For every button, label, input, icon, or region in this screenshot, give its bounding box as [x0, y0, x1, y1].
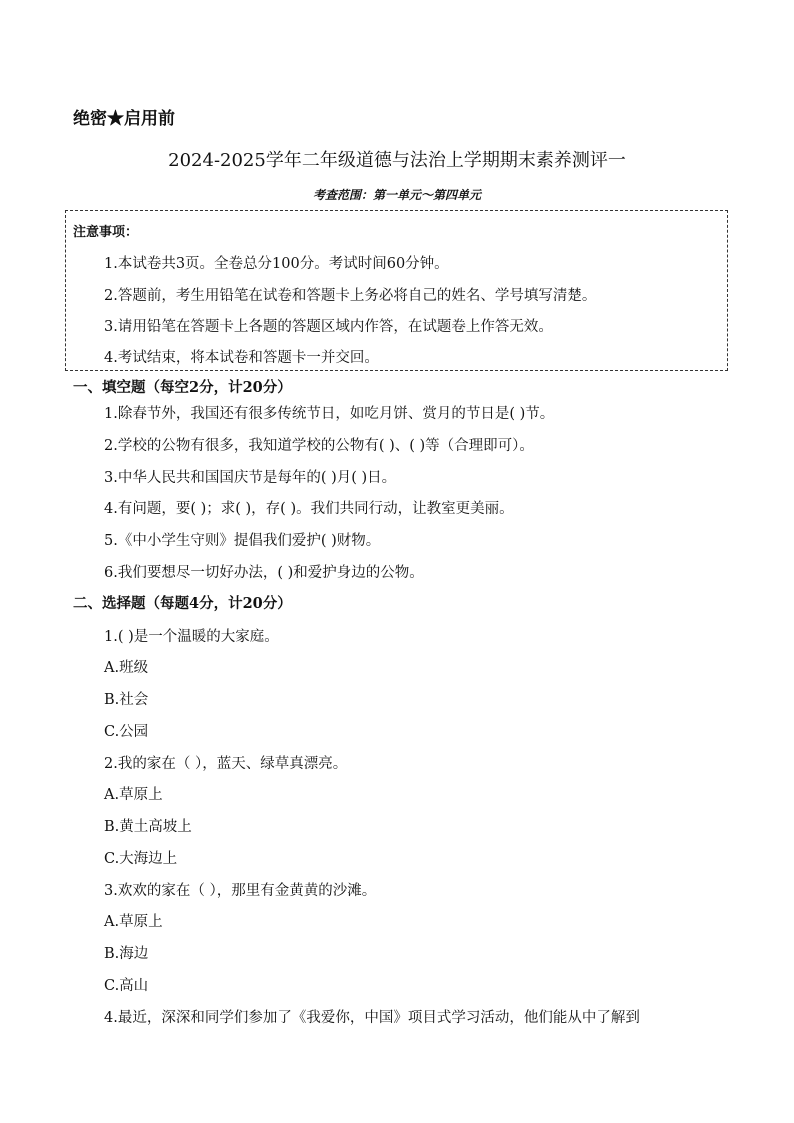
- notice-item: 1.本试卷共3页。全卷总分100分。考试时间60分钟。: [104, 256, 449, 272]
- option: A.草原上: [104, 914, 163, 930]
- question: 6.我们要想尽一切好办法，( )和爱护身边的公物。: [104, 565, 424, 581]
- option: B.海边: [104, 946, 149, 962]
- confidential-label: 绝密★启用前: [73, 109, 175, 129]
- option: A.草原上: [104, 787, 163, 803]
- question: 2.学校的公物有很多，我知道学校的公物有( )、( )等（合理即可）。: [104, 438, 534, 454]
- question: 3.中华人民共和国国庆节是每年的( )月( )日。: [104, 470, 397, 486]
- section-heading-choice: 二、选择题（每题4分，计20分）: [73, 595, 292, 612]
- question: 1.除春节外，我国还有很多传统节日，如吃月饼、赏月的节日是( )节。: [104, 406, 555, 422]
- option: B.社会: [104, 692, 149, 708]
- option: C.高山: [104, 978, 149, 994]
- option: A.班级: [104, 660, 149, 676]
- notice-item: 2.答题前，考生用铅笔在试卷和答题卡上务必将自己的姓名、学号填写清楚。: [104, 288, 597, 304]
- option: C.公园: [104, 724, 149, 740]
- notice-item: 3.请用铅笔在答题卡上各题的答题区域内作答，在试题卷上作答无效。: [104, 319, 553, 335]
- question: 2.我的家在（ ），蓝天、绿草真漂亮。: [104, 756, 348, 772]
- question: 5.《中小学生守则》提倡我们爱护( )财物。: [104, 533, 381, 549]
- notice-item: 4.考试结束，将本试卷和答题卡一并交回。: [104, 350, 379, 366]
- question: 1.( )是一个温暖的大家庭。: [104, 629, 279, 645]
- exam-title: 2024-2025学年二年级道德与法治上学期期末素养测评一: [168, 150, 626, 171]
- section-heading-fill-in: 一、填空题（每空2分，计20分）: [73, 379, 292, 396]
- option: C.大海边上: [104, 851, 178, 867]
- notice-title: 注意事项：: [73, 225, 139, 240]
- exam-scope: 考查范围：第一单元～第四单元: [312, 188, 481, 202]
- option: B.黄土高坡上: [104, 819, 192, 835]
- question: 4.有问题，要( )；求( )，存( )。我们共同行动，让教室更美丽。: [104, 501, 514, 517]
- question: 4.最近，深深和同学们参加了《我爱你，中国》项目式学习活动，他们能从中了解到: [104, 1010, 640, 1026]
- question: 3.欢欢的家在（ ），那里有金黄黄的沙滩。: [104, 883, 377, 899]
